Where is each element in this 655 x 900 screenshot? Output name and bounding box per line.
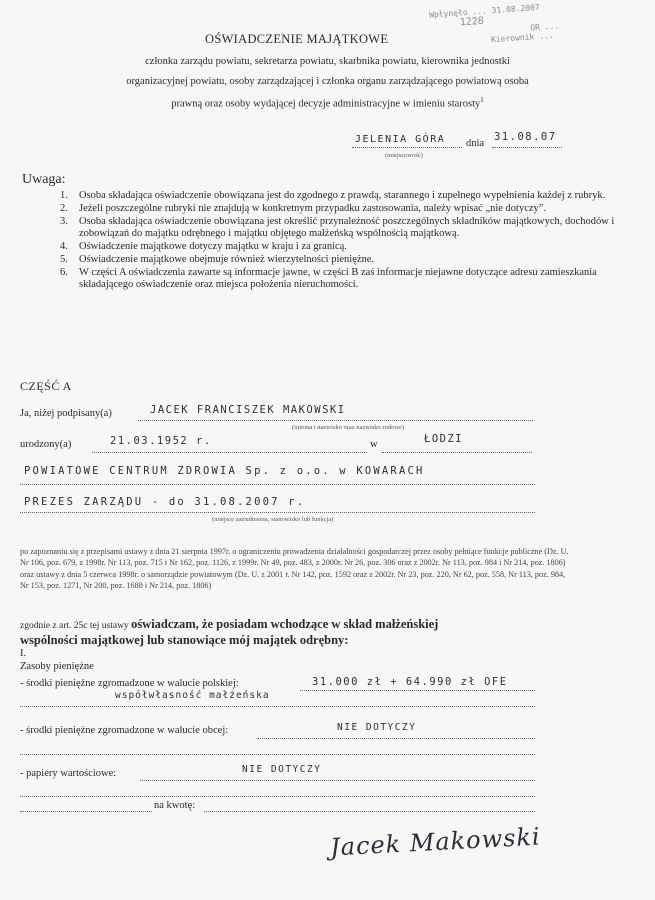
- amount-label: na kwotę:: [154, 800, 196, 811]
- part-a-heading: CZĘŚĆ A: [20, 379, 72, 393]
- remark-item: 6. W części A oświadczenia zawarte są informacje jawne, w części B zaś informacje niejawne dotyczące adresu zamieszkania składającego oświadczenie oraz miejsca położenia nieruchomości.: [60, 267, 597, 290]
- name-dotted-line: [138, 420, 533, 421]
- foreign-dotted-line: [257, 738, 535, 739]
- pln-note-dotted-line: [20, 706, 535, 707]
- registration-stamp: [429, 2, 560, 49]
- born-place-dotted-line: [382, 452, 532, 453]
- law-reference-text: po zapoznaniu się z przepisami ustawy z dnia 21 sierpnia 1997r. o ograniczeniu prowadzenia działalności gospodarczej przez osoby pełniące funkcje publiczne (Dz. U. Nr 106, poz. 679, z 1998r. Nr 113, poz. 715 i Nr 162, poz. 1126, z 1999r. Nr 49, poz. 483, z 2000r. Nr 26, poz. 306 oraz z 2002r. Nr 113, poz. 984 i Nr 214, poz. 1806) oraz ustawy z dnia 5 czerwca 1998r. o samorządzie powiatowym (Dz. U. z 2001 r. Nr 142, poz. 1592 oraz z 2002r. Nr 23, poz. 220, Nr 62, poz. 558, Nr 113, poz. 984, Nr 153, poz. 1271, Nr 200, poz. 1688 i Nr 214, poz. 1806): [20, 547, 569, 590]
- pln-dotted-line: [300, 690, 535, 691]
- amount-prefix-dotted-line: [20, 811, 152, 812]
- place-value: JELENIA GÓRA: [355, 134, 446, 145]
- remark-item: 4. Oświadczenie majątkowe dotyczy majątku w kraju i za granicą.: [60, 241, 347, 252]
- foreign-currency-value: NIE DOTYCZY: [337, 722, 417, 733]
- stamp-line: Wpłynęło ... 31.08.2007: [428, 2, 540, 20]
- remarks-list: [60, 190, 615, 292]
- remarks-heading: Uwaga:: [22, 172, 66, 187]
- born-place: ŁODZI: [424, 433, 464, 445]
- remark-item: 2. Jeżeli poszczególne rubryki nie znajdują w konkretnym przypadku zastosowania, należy wpisać „nie dotyczy”.: [60, 203, 547, 214]
- amount-dotted-line: [204, 811, 535, 812]
- name-caption: (imiona i nazwisko oraz nazwisko rodowe): [292, 424, 405, 431]
- securities-dotted-line: [140, 780, 535, 781]
- pln-note: współwłasność małżeńska: [115, 690, 270, 701]
- born-date-dotted-line: [92, 452, 367, 453]
- date-label: dnia: [466, 138, 485, 149]
- pln-value: 31.000 zł + 64.990 zł OFE: [312, 676, 508, 688]
- subtitle-line-2: organizacyjnej powiatu, osoby zarządzającej i członka organu zarządzającego powiatową osoba: [126, 76, 529, 87]
- foreign-currency-label: - środki pieniężne zgromadzone w walucie obcej:: [20, 725, 229, 736]
- position-value: PREZES ZARZĄDU - do 31.08.2007 r.: [24, 496, 306, 508]
- document-title: OŚWIADCZENIE MAJĄTKOWE: [205, 32, 389, 46]
- name-value: JACEK FRANCISZEK MAKOWSKI: [150, 404, 346, 416]
- declaration-line-1: zgodnie z art. 25c tej ustawy oświadczam, że posiadam wchodzące w skład małżeńskiej: [20, 617, 439, 631]
- position-caption: (miejsce zatrudnienia, stanowisko lub funkcja): [212, 516, 334, 523]
- born-date: 21.03.1952 r.: [110, 435, 212, 447]
- declaration-line-2: wspólności majątkowej lub stanowiące mój majątek odrębny:: [20, 633, 349, 647]
- stamp-line: OR ...: [529, 21, 560, 33]
- assets-heading: Zasoby pieniężne: [20, 661, 94, 672]
- securities-value: NIE DOTYCZY: [242, 764, 322, 775]
- workplace-value: POWIATOWE CENTRUM ZDROWIA Sp. z o.o. w KOWARACH: [24, 465, 425, 477]
- position-dotted-line: [20, 512, 535, 513]
- footnote-mark: 1: [480, 96, 484, 104]
- subtitle-line-1: członka zarządu powiatu, sekretarza powiatu, skarbnika powiatu, kierownika jednostki: [145, 56, 510, 67]
- remark-item: 3. Osoba składająca oświadczenie obowiązana jest określić przynależność poszczególnych składników majątkowych, dochodów i zobowiązań do majątku odrębnego i majątku objętego małżeńską wspólnością majątkową.: [60, 216, 615, 239]
- handwritten-signature: Jacek Makowski: [329, 822, 542, 862]
- stamp-number: 1228: [459, 15, 485, 29]
- place-dotted-line: [352, 147, 462, 148]
- foreign-extra-dotted-line: [20, 754, 535, 755]
- pln-label: - środki pieniężne zgromadzone w walucie polskiej:: [20, 678, 239, 689]
- declare-word: oświadczam: [131, 617, 196, 631]
- name-label: Ja, niżej podpisany(a): [20, 408, 112, 419]
- securities-extra-dotted-line: [20, 796, 535, 797]
- stamp-line: Kierownik ...: [490, 30, 554, 45]
- date-dotted-line: [492, 147, 562, 148]
- workplace-dotted-line: [20, 484, 535, 485]
- born-in-label: w: [370, 439, 378, 450]
- place-caption: (miejscowość): [385, 152, 423, 159]
- securities-label: - papiery wartościowe:: [20, 768, 117, 779]
- date-value: 31.08.07: [494, 131, 557, 143]
- remark-item: 1. Osoba składająca oświadczenie obowiązana jest do zgodnego z prawdą, starannego i zupełnego wypełnienia każdej z rubryk.: [60, 190, 606, 201]
- born-label: urodzony(a): [20, 439, 72, 450]
- subtitle-line-3: prawną oraz osoby wydającej decyzje administracyjne w imieniu starosty$^1$: [171, 96, 484, 110]
- remark-item: 5. Oświadczenie majątkowe obejmuje również wierzytelności pieniężne.: [60, 254, 375, 265]
- section-roman-numeral: I.: [20, 648, 27, 659]
